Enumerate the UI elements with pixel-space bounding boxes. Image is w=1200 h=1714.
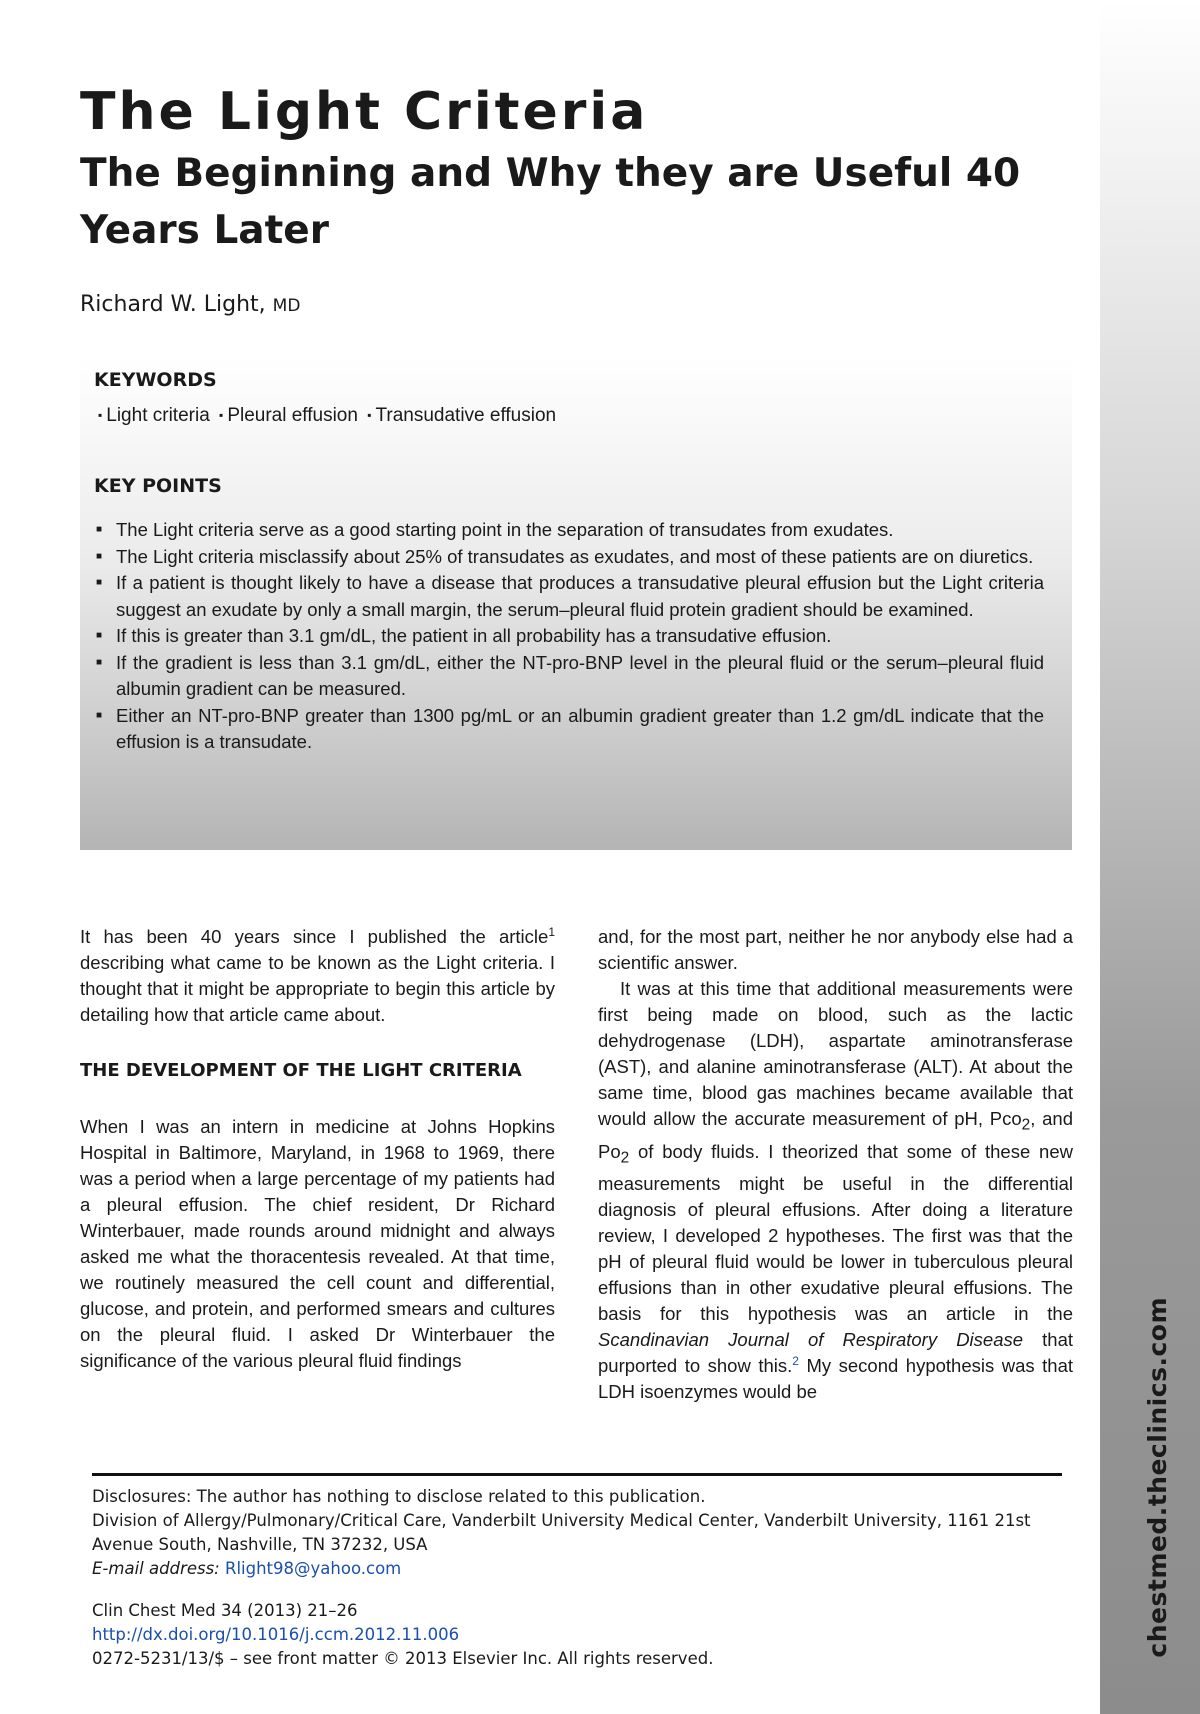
intro-paragraph (80, 924, 555, 1028)
author-degree: MD (272, 296, 301, 316)
doi-link[interactable]: http://dx.doi.org/10.1016/j.ccm.2012.11.006 (92, 1625, 460, 1644)
keyword-item: Pleural effusion (227, 405, 358, 426)
keywords-list (94, 405, 556, 427)
keyword-bullet: ▪ (98, 408, 103, 422)
key-point-item: ■ Either an NT-pro-BNP greater than 1300 pg/mL or an albumin gradient greater than 1.2 gm/dL indicate that the effusion is a transudate. (94, 703, 1044, 756)
author-line (80, 292, 300, 317)
keyword-item: Light criteria (106, 405, 210, 426)
author-name: Richard W. Light, (80, 292, 266, 317)
key-point-item: ■ The Light criteria serve as a good starting point in the separation of transudates from exudates. (94, 517, 1044, 544)
footer (92, 1485, 1072, 1671)
section-heading: THE DEVELOPMENT OF THE LIGHT CRITERIA (80, 1060, 522, 1081)
key-points-list (94, 517, 1044, 756)
citation: Clin Chest Med 34 (2013) 21–26 (92, 1601, 358, 1620)
body-column-left (80, 924, 555, 1374)
intro-text: It has been 40 years since I published the article (80, 926, 549, 947)
body-column-right (598, 924, 1073, 1405)
keywords-heading: KEYWORDS (94, 369, 217, 391)
footer-divider (92, 1473, 1062, 1476)
keyword-item: Transudative effusion (375, 405, 557, 426)
key-point-item: ■ If this is greater than 3.1 gm/dL, the patient in all probability has a transudative effusion. (94, 623, 1044, 650)
para-text: It was at this time that additional measurements were first being made on blood, such as the lactic dehydrogenase (LDH), aspartate aminotransferase (AST), and alanine aminotransferase (ALT). At about the same time, blood gas machines became available that would allow the accurate measurement of pH, (598, 978, 1073, 1129)
intro-text-cont: describing what came to be known as the Light criteria. I thought that it might be appropriate to begin this article by detailing how that article came about. (80, 952, 555, 1025)
journal-sidebar (1100, 0, 1200, 1714)
subscript: 2 (620, 1149, 630, 1167)
email-label: E-mail address: (92, 1559, 220, 1578)
para-text: My second hypothesis was that LDH isoenzymes would be (598, 1355, 1073, 1403)
email-line (92, 1557, 1072, 1581)
reference-1[interactable]: 1 (548, 924, 555, 939)
measurements-paragraph (598, 976, 1073, 1405)
key-point-item: ■ The Light criteria misclassify about 25% of transudates as exudates, and most of these patients are on diuretics. (94, 544, 1044, 571)
reference-2[interactable]: 2 (792, 1354, 799, 1369)
email-link[interactable]: Rlight98@yahoo.com (224, 1559, 402, 1578)
key-point-item: ■ If a patient is thought likely to have a disease that produces a transudative pleural effusion but the Light criteria suggest an exudate by only a small margin, the serum–pleural fluid protein gradient should be examined. (94, 570, 1044, 623)
para-text: of body fluids. I theorized that some of these new measurements might be useful in the differential diagnosis of pleural effusions. After doing a literature review, I developed 2 hypotheses. The first was that the pH of pleural fluid would be lower in tuberculous pleural effusions than in other exudative pleural effusions. The basis for this hypothesis was an article in the (598, 1140, 1073, 1325)
key-point-item: ■ If the gradient is less than 3.1 gm/dL, either the NT-pro-BNP level in the pleural fluid or the serum–pleural fluid albumin gradient can be measured. (94, 650, 1044, 703)
development-paragraph: When I was an intern in medicine at Johns Hopkins Hospital in Baltimore, Maryland, in 1968 to 1969, there was a period when a large percentage of my patients had a pleural effusion. The chief resident, Dr Richard Winterbauer, made rounds around midnight and always asked me what the thoracentesis revealed. At that time, we routinely measured the cell count and differential, glucose, and protein, and performed smears and cultures on the pleural fluid. I asked Dr Winterbauer the significance of the various pleural fluid findings (80, 1116, 555, 1371)
article-subtitle: The Beginning and Why they are Useful 40 Years Later (80, 151, 1021, 253)
subscript: 2 (1021, 1116, 1031, 1134)
po2-label: Po (598, 1140, 621, 1162)
keywords-box (80, 357, 1072, 850)
key-points-heading: KEY POINTS (94, 475, 222, 497)
continued-paragraph: and, for the most part, neither he nor anybody else had a scientific answer. (598, 926, 1073, 973)
para-text: that purported to show this. (598, 1329, 1074, 1377)
journal-name: Scandinavian Journal of Respiratory Disease (598, 1329, 1024, 1351)
keyword-bullet: ▪ (219, 408, 224, 422)
affiliation: Division of Allergy/Pulmonary/Critical Care, Vanderbilt University Medical Center, Vanderbilt University, 1161 21st Avenue South, Nashville, TN 37232, USA (92, 1511, 1031, 1554)
para-text: , and (1030, 1108, 1073, 1129)
article-title: The Light Criteria (80, 82, 649, 142)
disclosures: Disclosures: The author has nothing to disclose related to this publication. (92, 1487, 706, 1506)
keyword-bullet: ▪ (367, 408, 372, 422)
copyright: 0272-5231/13/$ – see front matter © 2013 Elsevier Inc. All rights reserved. (92, 1649, 714, 1668)
pco2-label: Pco (989, 1108, 1022, 1129)
journal-url[interactable]: chestmed.theclinics.com (1143, 1297, 1172, 1658)
